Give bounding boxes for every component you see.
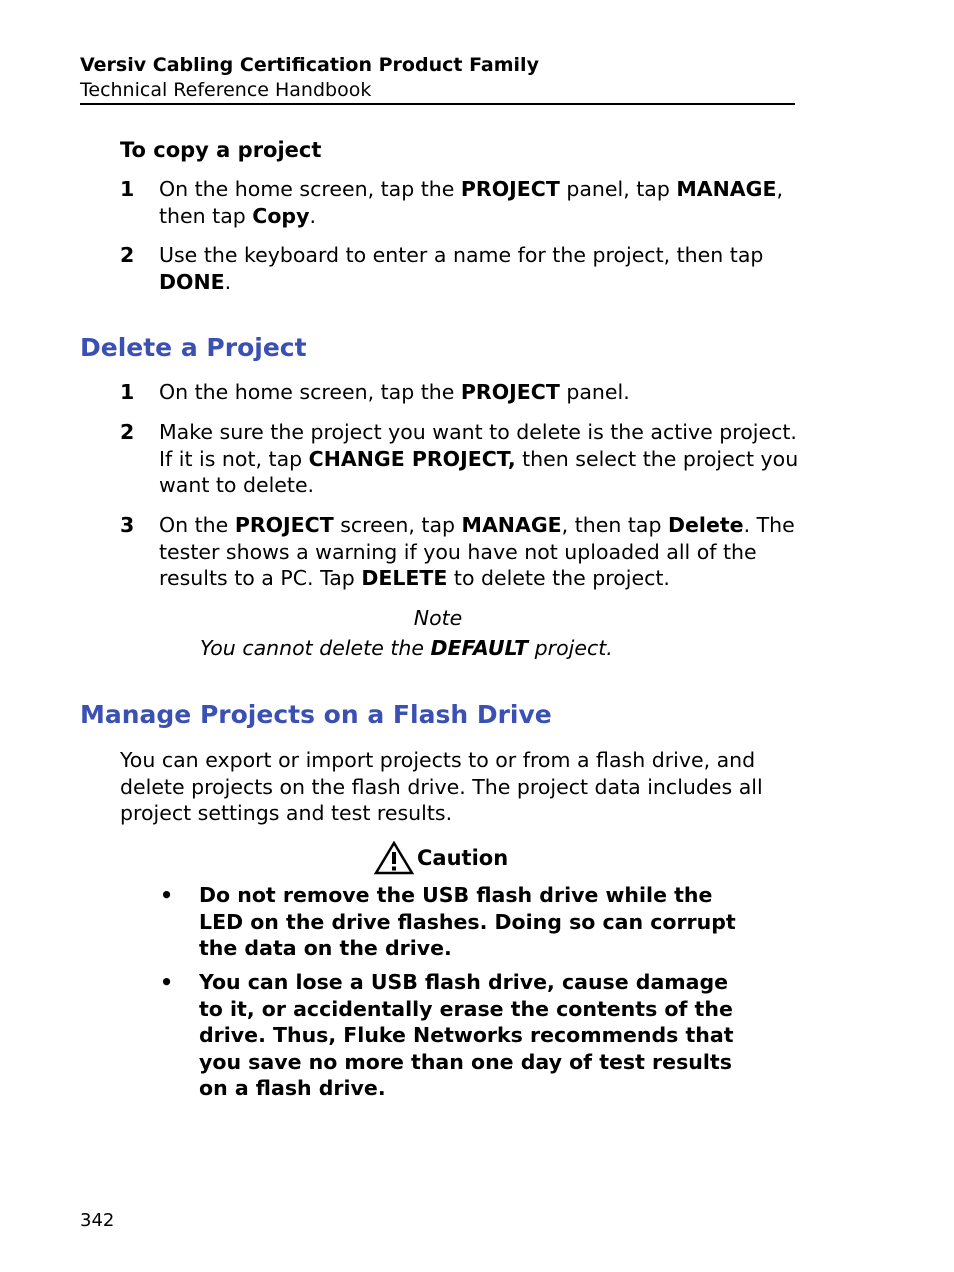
- caution-bullet-1: [160, 882, 740, 962]
- delete-step-3: [120, 512, 810, 592]
- step-text: Use the keyboard to enter a name for the project, then tap DONE.: [159, 243, 764, 294]
- warning-triangle-icon: [374, 841, 414, 875]
- running-header-subtitle: Technical Reference Handbook: [80, 79, 372, 101]
- copy-step-2: [120, 242, 810, 295]
- bullet-text: You can lose a USB flash drive, cause damage to it, or accidentally erase the contents of the drive. Thus, Fluke Networks recommends that you save no more than one day of test results on a flash drive.: [199, 970, 734, 1100]
- copy-project-title: To copy a project: [120, 138, 322, 162]
- step-number: 1: [120, 177, 135, 201]
- flash-drive-paragraph: You can export or import projects to or from a flash drive, and delete projects on the flash drive. The project data includes all project settings and test results.: [120, 748, 763, 825]
- caution-header: [374, 840, 508, 876]
- caution-label: Caution: [417, 846, 509, 870]
- step-number: 3: [120, 513, 135, 537]
- step-text: On the home screen, tap the PROJECT panel.: [159, 380, 630, 404]
- bullet-dot: •: [160, 883, 174, 907]
- bullet-dot: •: [160, 970, 174, 994]
- step-text: Make sure the project you want to delete is the active project. If it is not, tap CHANGE PROJECT, then select the project you want to delete.: [159, 420, 799, 497]
- page-number: 342: [80, 1210, 115, 1231]
- step-number: 2: [120, 243, 135, 267]
- flash-drive-heading: Manage Projects on a Flash Drive: [80, 700, 552, 729]
- bullet-text: Do not remove the USB flash drive while the LED on the drive flashes. Doing so can corrupt the data on the drive.: [199, 883, 736, 960]
- delete-project-heading: Delete a Project: [80, 333, 307, 362]
- running-header-title: Versiv Cabling Certification Product Family: [80, 54, 539, 76]
- header-rule: [80, 103, 795, 105]
- step-text: On the PROJECT screen, tap MANAGE, then tap Delete. The tester shows a warning if you have not uploaded all of the results to a PC. Tap DELETE to delete the project.: [159, 513, 795, 590]
- delete-step-2: [120, 419, 810, 499]
- step-number: 2: [120, 420, 135, 444]
- note-text: You cannot delete the DEFAULT project.: [200, 636, 613, 660]
- delete-step-1: [120, 379, 810, 406]
- note-label: Note: [413, 606, 463, 630]
- step-text: On the home screen, tap the PROJECT panel, tap MANAGE, then tap Copy.: [159, 177, 784, 228]
- caution-bullet-2: [160, 969, 740, 1102]
- step-number: 1: [120, 380, 135, 404]
- copy-step-1: [120, 176, 810, 229]
